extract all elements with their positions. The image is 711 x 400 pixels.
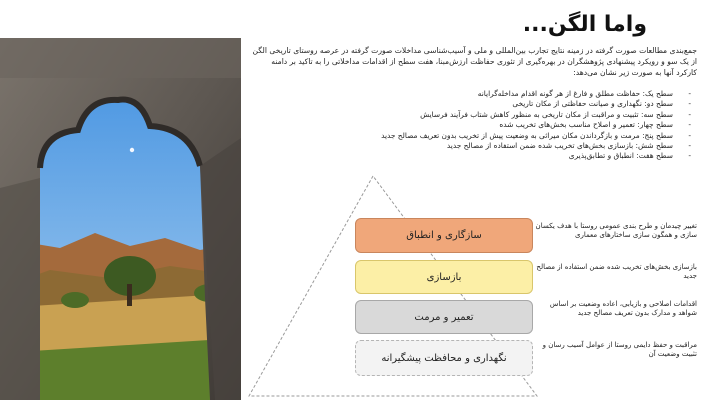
pyramid-level-preventive-maintenance: نگهداری و محافظت پیشگیرانه bbox=[355, 340, 533, 376]
pyramid-level-reconstruction: بازسازی bbox=[355, 260, 533, 294]
list-item: - سطح چهار: تعمیر و اصلاح مناسب بخش‌های تخریب شده bbox=[337, 120, 697, 130]
intervention-levels-list bbox=[337, 89, 697, 162]
list-item: - سطح شش: بازسازی بخش‌های تخریب شده ضمن استفاده از مصالح جدید bbox=[337, 141, 697, 151]
pyramid-level-adaptation: سازگاری و انطباق bbox=[355, 218, 533, 253]
page-title: واما الگن... bbox=[522, 12, 647, 37]
pyramid-level-description: اقدامات اصلاحی و بازیابی، اعاده وضعیت بر اساس شواهد و مدارک بدون تعریف مصالح جدید bbox=[549, 300, 697, 318]
intro-paragraph: جمع‌بندی مطالعات صورت گرفته در زمینه نتایج تجارب بین‌المللی و ملی و آسیب‌شناسی مداخلات صورت گرفته در عرصه روستای تاریخی الگن از یک سو و رویکرد پیشنهادی پژوهشگران در بهره‌گیری از تئوری حفاظت ارزش‌مبنا، هفت سطح از اقدامات مداخلاتی را به تاکید بر دامنه کارکرد آنها به صورت زیر نشان می‌دهد: bbox=[252, 46, 697, 77]
list-item: - سطح یک: حفاظت مطلق و فارغ از هر گونه اقدام مداخله‌گرایانه bbox=[337, 89, 697, 99]
pyramid-level-description: مراقبت و حفظ دایمی روستا از عوامل آسیب رسان و تثبیت وضعیت آن bbox=[542, 341, 697, 359]
arch-window-photo bbox=[0, 38, 241, 400]
list-item: - سطح سه: تثبیت و مراقبت از مکان تاریخی به منظور کاهش شتاب فرآیند فرسایش bbox=[337, 110, 697, 120]
list-item: - سطح دو: نگهداری و صیانت حفاظتی از مکان تاریخی bbox=[337, 99, 697, 109]
pyramid-level-description: بازسازی بخش‌های تخریب شده ضمن استفاده از مصالح جدید bbox=[536, 263, 697, 281]
pyramid-level-description: تغییر چیدمان و طرح بندی عمومی روستا با هدف یکسان سازی و همگون سازی ساختارهای معماری bbox=[535, 222, 697, 240]
list-item: - سطح هفت: انطباق و تطابق‌پذیری bbox=[337, 151, 697, 161]
pyramid-level-repair: تعمیر و مرمت bbox=[355, 300, 533, 334]
list-item: - سطح پنج: مرمت و بازگرداندن مکان میراثی به وضعیت پیش از تخریب بدون تعریف مصالح جدید bbox=[337, 131, 697, 141]
